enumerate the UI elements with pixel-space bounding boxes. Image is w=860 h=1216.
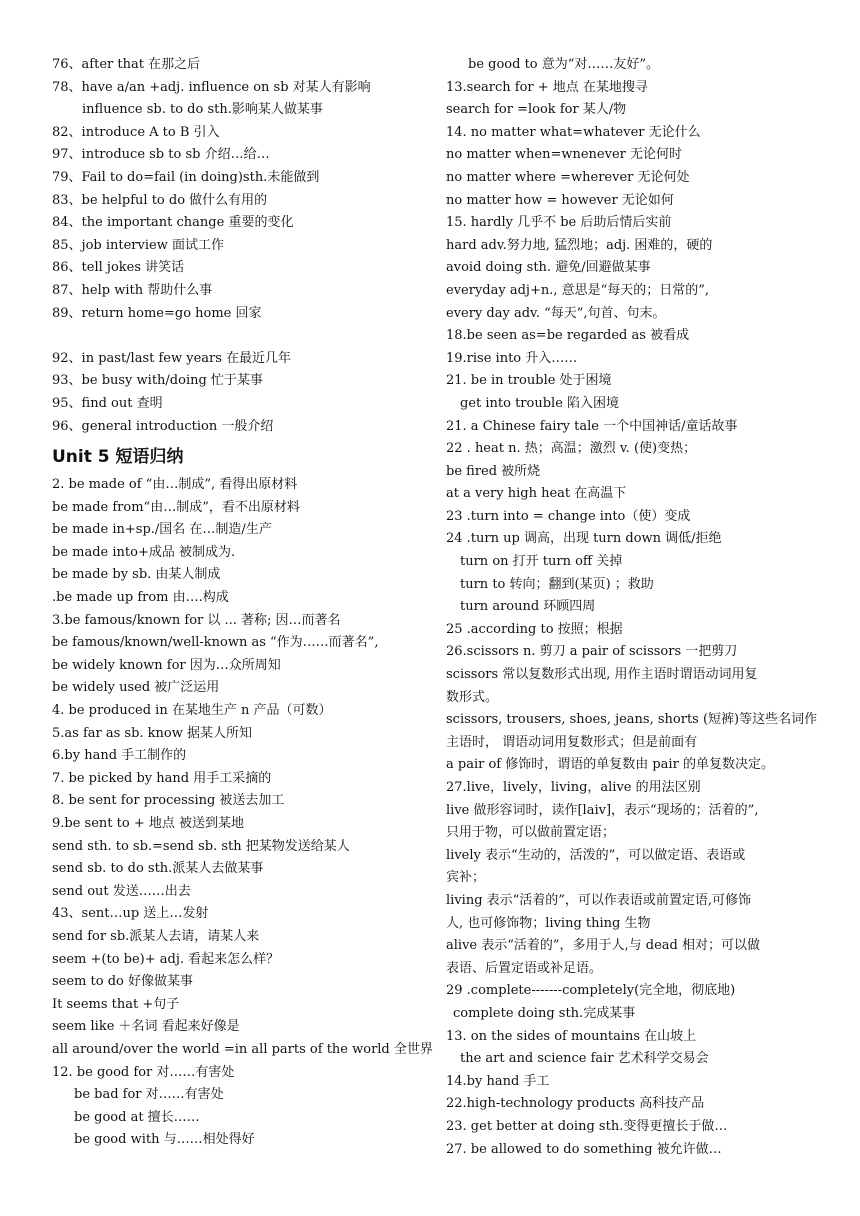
phrase-line: be widely known for 因为…众所周知 bbox=[52, 657, 281, 673]
phrase-line: send for sb.派某人去请，请某人来 bbox=[52, 928, 260, 944]
phrase-line: be widely used 被广泛运用 bbox=[52, 680, 220, 696]
phrase-line: 89、return home=go home 回家 bbox=[52, 305, 262, 321]
phrase-line: send sb. to do sth.派某人去做某事 bbox=[52, 861, 264, 877]
phrase-line: hard adv.努力地, 猛烈地；adj. 困难的，硬的 bbox=[446, 237, 713, 253]
phrase-line: no matter how = however 无论如何 bbox=[446, 192, 674, 208]
phrase-line: 4. be produced in 在某地生产 n 产品（可数） bbox=[52, 703, 332, 719]
phrase-line: 只用于物，可以做前置定语； bbox=[446, 825, 616, 841]
phrase-line: be good to 意为“对……友好”。 bbox=[468, 57, 660, 72]
phrase-line: influence sb. to do sth.影响某人做某事 bbox=[82, 102, 323, 118]
phrase-line: seem +(to be)+ adj. 看起来怎么样？ bbox=[52, 951, 280, 967]
phrase-line: scissors 常以复数形式出现, 用作主语时谓语动词用复 bbox=[446, 667, 758, 683]
phrase-line: lively 表示“生动的，活泼的”，可以做定语、表语或 bbox=[446, 847, 746, 863]
phrase-line: 29 .complete-------completely(完全地，彻底地) bbox=[446, 983, 736, 999]
phrase-line: .be made up from 由….构成 bbox=[52, 590, 229, 606]
phrase-line: 79、Fail to do=fail (in doing)sth.未能做到 bbox=[52, 169, 320, 185]
phrase-line: 23 .turn into = change into（使）变成 bbox=[446, 508, 691, 524]
phrase-line: 86、tell jokes 讲笑话 bbox=[52, 260, 185, 276]
phrase-line: 22 . heat n. 热；高温；激烈 v. (使)变热； bbox=[446, 441, 697, 457]
phrase-line: 21. be in trouble 处于困境 bbox=[446, 373, 612, 389]
phrase-line: 21. a Chinese fairy tale 一个中国神话/童话故事 bbox=[446, 418, 738, 434]
phrase-line: 83、be helpful to do 做什么有用的 bbox=[52, 192, 268, 208]
phrase-line: 数形式。 bbox=[446, 689, 499, 705]
phrase-line: 27. be allowed to do something 被允许做… bbox=[446, 1141, 722, 1157]
phrase-line: be made in+sp./国名 在…制造/生产 bbox=[52, 522, 272, 538]
phrase-line: 主语时， 谓语动词用复数形式；但是前面有 bbox=[446, 734, 698, 750]
phrase-line: alive 表示“活着的”，多用于人,与 dead 相对；可以做 bbox=[446, 938, 761, 954]
phrase-line: It seems that +句子 bbox=[52, 996, 180, 1012]
phrase-line: 14. no matter what=whatever 无论什么 bbox=[446, 124, 701, 140]
blank-line bbox=[52, 325, 422, 348]
phrase-line: 87、help with 帮助什么事 bbox=[52, 282, 213, 298]
phrase-line: 人, 也可修饰物；living thing 生物 bbox=[446, 915, 651, 931]
phrase-line: turn to 转向；翻到(某页) ；救助 bbox=[460, 576, 654, 592]
phrase-line: the art and science fair 艺术科学交易会 bbox=[460, 1051, 709, 1067]
phrase-line: seem like ＋名词 看起来好像是 bbox=[52, 1019, 240, 1035]
phrase-line: 92、in past/last few years 在最近几年 bbox=[52, 350, 292, 366]
phrase-line: 84、the important change 重要的变化 bbox=[52, 215, 294, 231]
phrase-line: turn on 打开 turn off 关掉 bbox=[460, 554, 623, 570]
phrase-line: get into trouble 陷入困境 bbox=[460, 395, 620, 411]
phrase-line: 97、introduce sb to sb 介绍…给… bbox=[52, 147, 270, 163]
phrase-line: every day adv. “每天”,句首、句末。 bbox=[446, 305, 666, 321]
phrase-line: 95、find out 查明 bbox=[52, 395, 163, 411]
phrase-line: everyday adj+n., 意思是“每天的；日常的”, bbox=[446, 282, 710, 298]
phrase-line: be made into+成品 被制成为. bbox=[52, 544, 236, 560]
phrase-line: 96、general introduction 一般介绍 bbox=[52, 418, 274, 434]
phrase-line: 14.by hand 手工 bbox=[446, 1073, 550, 1089]
phrase-line: 76、after that 在那之后 bbox=[52, 57, 201, 72]
phrase-line: search for =look for 某人/物 bbox=[446, 102, 627, 118]
phrase-line: 82、introduce A to B 引入 bbox=[52, 124, 220, 140]
phrase-line: living 表示“活着的”，可以作表语或前置定语,可修饰 bbox=[446, 892, 752, 908]
phrase-line: 9.be sent to + 地点 被送到某地 bbox=[52, 816, 244, 831]
phrase-line: be made by sb. 由某人制成 bbox=[52, 567, 221, 583]
phrase-line: send out 发送……出去 bbox=[52, 883, 191, 899]
phrase-line: avoid doing sth. 避免/回避做某事 bbox=[446, 260, 651, 276]
phrase-line: 43、sent…up 送上…发射 bbox=[52, 906, 209, 922]
phrase-line: 78、have a/an +adj. influence on sb 对某人有影响 bbox=[52, 79, 371, 95]
phrase-line: 24 .turn up 调高，出现 turn down 调低/拒绝 bbox=[446, 531, 722, 547]
phrase-line: 13. on the sides of mountains 在山坡上 bbox=[446, 1028, 697, 1044]
phrase-line: 15. hardly 几乎不 be 后助后情后实前 bbox=[446, 215, 672, 231]
phrase-line: 宾补； bbox=[446, 870, 486, 886]
phrase-line: be good at 擅长…… bbox=[74, 1109, 200, 1125]
phrase-line: 3.be famous/known for 以 ... 著称; 因…而著名 bbox=[52, 612, 341, 628]
phrase-line: at a very high heat 在高温下 bbox=[446, 486, 627, 502]
left-column bbox=[52, 54, 433, 1152]
phrase-line: 93、be busy with/doing 忙于某事 bbox=[52, 373, 263, 389]
phrase-line: 6.by hand 手工制作的 bbox=[52, 748, 187, 764]
section-heading: Unit 5 短语归纳 bbox=[52, 447, 184, 468]
phrase-line: be made from“由…制成”，看不出原材料 bbox=[52, 499, 300, 515]
phrase-line: 26.scissors n. 剪刀 a pair of scissors 一把剪刀 bbox=[446, 644, 738, 660]
phrase-line: all around/over the world =in all parts of the world 全世界 bbox=[52, 1041, 433, 1057]
phrase-line: be famous/known/well-known as “作为……而著名”, bbox=[52, 635, 379, 651]
phrase-line: send sth. to sb.=send sb. sth 把某物发送给某人 bbox=[52, 838, 350, 854]
phrase-line: 23. get better at doing sth.变得更擅长于做… bbox=[446, 1118, 728, 1134]
phrase-line: 27.live，lively，living，alive 的用法区别 bbox=[446, 780, 701, 795]
phrase-line: scissors, trousers, shoes, jeans, shorts (短裤)等这些名词作 bbox=[446, 712, 818, 728]
phrase-line: 12. be good for 对……有害处 bbox=[52, 1064, 235, 1080]
phrase-line: 2. be made of “由…制成”, 看得出原材料 bbox=[52, 477, 298, 493]
phrase-line: no matter when=wnenever 无论何时 bbox=[446, 147, 682, 163]
phrase-line: be good with 与……相处得好 bbox=[74, 1132, 255, 1148]
phrase-line: live 做形容词时，读作[laiv]，表示“现场的；活着的”, bbox=[446, 802, 759, 818]
right-column bbox=[446, 54, 818, 1161]
phrase-line: seem to do 好像做某事 bbox=[52, 974, 193, 990]
phrase-line: be fired 被所烧 bbox=[446, 463, 541, 479]
phrase-line: no matter where =wherever 无论何处 bbox=[446, 169, 690, 185]
phrase-line: complete doing sth.完成某事 bbox=[453, 1005, 636, 1021]
phrase-line: 85、job interview 面试工作 bbox=[52, 237, 224, 253]
phrase-line: be bad for 对……有害处 bbox=[74, 1087, 224, 1103]
phrase-line: 7. be picked by hand 用手工采摘的 bbox=[52, 770, 272, 786]
phrase-line: 18.be seen as=be regarded as 被看成 bbox=[446, 328, 690, 344]
phrase-line: 19.rise into 升入…… bbox=[446, 350, 578, 366]
phrase-line: 22.high-technology products 高科技产品 bbox=[446, 1096, 705, 1112]
phrase-line: turn around 环顾四周 bbox=[460, 599, 596, 615]
phrase-line: 8. be sent for processing 被送去加工 bbox=[52, 793, 285, 809]
phrase-line: 25 .according to 按照；根据 bbox=[446, 621, 623, 637]
phrase-line: 13.search for + 地点 在某地搜寻 bbox=[446, 79, 648, 95]
phrase-line: a pair of 修饰时，谓语的单复数由 pair 的单复数决定。 bbox=[446, 757, 774, 773]
phrase-line: 表语、后置定语或补足语。 bbox=[446, 960, 603, 976]
phrase-line: 5.as far as sb. know 据某人所知 bbox=[52, 725, 253, 741]
